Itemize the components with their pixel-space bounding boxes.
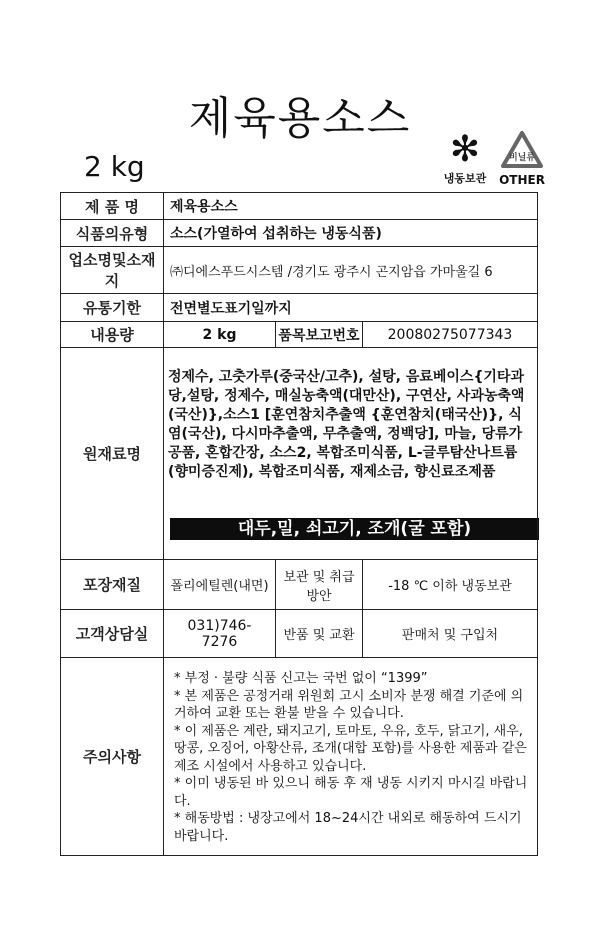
row-food-type (61, 220, 538, 247)
recycle-material: 비닐류 (508, 153, 536, 163)
product-name-value: 제육용소스 (164, 193, 538, 220)
allergen-banner: 대두,밀, 쇠고기, 조개(굴 포함) (170, 518, 539, 540)
recycle-icon (500, 130, 544, 170)
row-product-name (61, 193, 538, 220)
ingredients-label: 원재료명 (61, 348, 164, 560)
row-packaging (61, 560, 538, 610)
food-type-label: 식품의유형 (61, 220, 164, 247)
net-weight: 2 kg (84, 150, 145, 183)
customer-label: 고객상담실 (61, 610, 164, 658)
food-type-value: 소스(가열하여 섭취하는 냉동식품) (164, 220, 538, 247)
content-label: 내용량 (61, 322, 164, 348)
content-value: 2 kg (164, 322, 276, 348)
ingredients-value: 정제수, 고춧가루(중국산/고추), 설탕, 음료베이스{기타과당,설탕, 정제수, 매실농축액(대만산), 구연산, 사과농축액(국산)},소스1 [훈연참치추출액 {훈연참치(태국산)}, 식염(국산), 다시마추출액, 무추출액, 정백당], 마늘, 당류가공품, 혼합간장, 소스2, 복합조미식품, L-글루탐산나트륨(향미증진제), 복합조미식품, 재제소금, 향신료조제품 (168, 369, 525, 480)
label-table (60, 192, 538, 856)
packaging-value: 폴리에틸렌(내면) (164, 560, 276, 610)
recycle-label: OTHER (499, 173, 545, 187)
caution-item: * 이미 냉동된 바 있으니 해동 후 재 냉동 시키지 마시길 바랍니다. (174, 776, 528, 809)
product-name-label: 제 품 명 (61, 193, 164, 220)
storage-label: 보관 및 취급방안 (276, 560, 363, 610)
expiry-value: 전면별도표기일까지 (164, 294, 538, 322)
refund-label: 반품 및 교환 (276, 610, 363, 658)
report-number-label: 품목보고번호 (276, 322, 363, 348)
packaging-label: 포장재질 (61, 560, 164, 610)
caution-item: * 부정 · 불량 식품 신고는 국번 없이 “1399” (174, 671, 428, 686)
purchase-place: 판매처 및 구입처 (363, 610, 538, 658)
manufacturer-label: 업소명및소재지 (61, 247, 164, 294)
row-customer (61, 610, 538, 658)
ingredients-cell (164, 348, 538, 560)
expiry-label: 유통기한 (61, 294, 164, 322)
caution-item: * 해동방법 : 냉장고에서 18~24시간 내외로 해동하여 드시기 바랍니다. (174, 811, 522, 844)
storage-value: -18 ℃ 이하 냉동보관 (363, 560, 538, 610)
report-number-value: 20080275077343 (363, 322, 538, 348)
row-ingredients (61, 348, 538, 560)
row-content (61, 322, 538, 348)
snowflake-icon: ✻ (449, 129, 481, 170)
row-manufacturer (61, 247, 538, 294)
recycle-badge (494, 130, 550, 187)
frozen-label: 냉동보관 (443, 172, 487, 185)
frozen-storage-badge (440, 130, 490, 186)
caution-item: * 본 제품은 공정거래 위원회 고시 소비자 분쟁 해결 기준에 의거하여 교환 또는 환불 받을 수 있습니다. (174, 688, 524, 721)
row-caution (61, 658, 538, 856)
row-expiry (61, 294, 538, 322)
manufacturer-value: ㈜디에스푸드시스템 /경기도 광주시 곤지암읍 가마울길 6 (164, 247, 538, 294)
caution-label: 주의사항 (61, 658, 164, 856)
page-title: 제육용소스 (188, 93, 412, 144)
caution-item: * 이 제품은 계란, 돼지고기, 토마토, 우유, 호두, 닭고기, 새우, 땅콩, 오징어, 아황산류, 조개(대합 포함)를 사용한 제품과 같은 제조 시설에서 사용하고 있습니다. (174, 723, 527, 774)
customer-phone: 031)746-7276 (164, 610, 276, 658)
caution-cell (164, 658, 538, 856)
